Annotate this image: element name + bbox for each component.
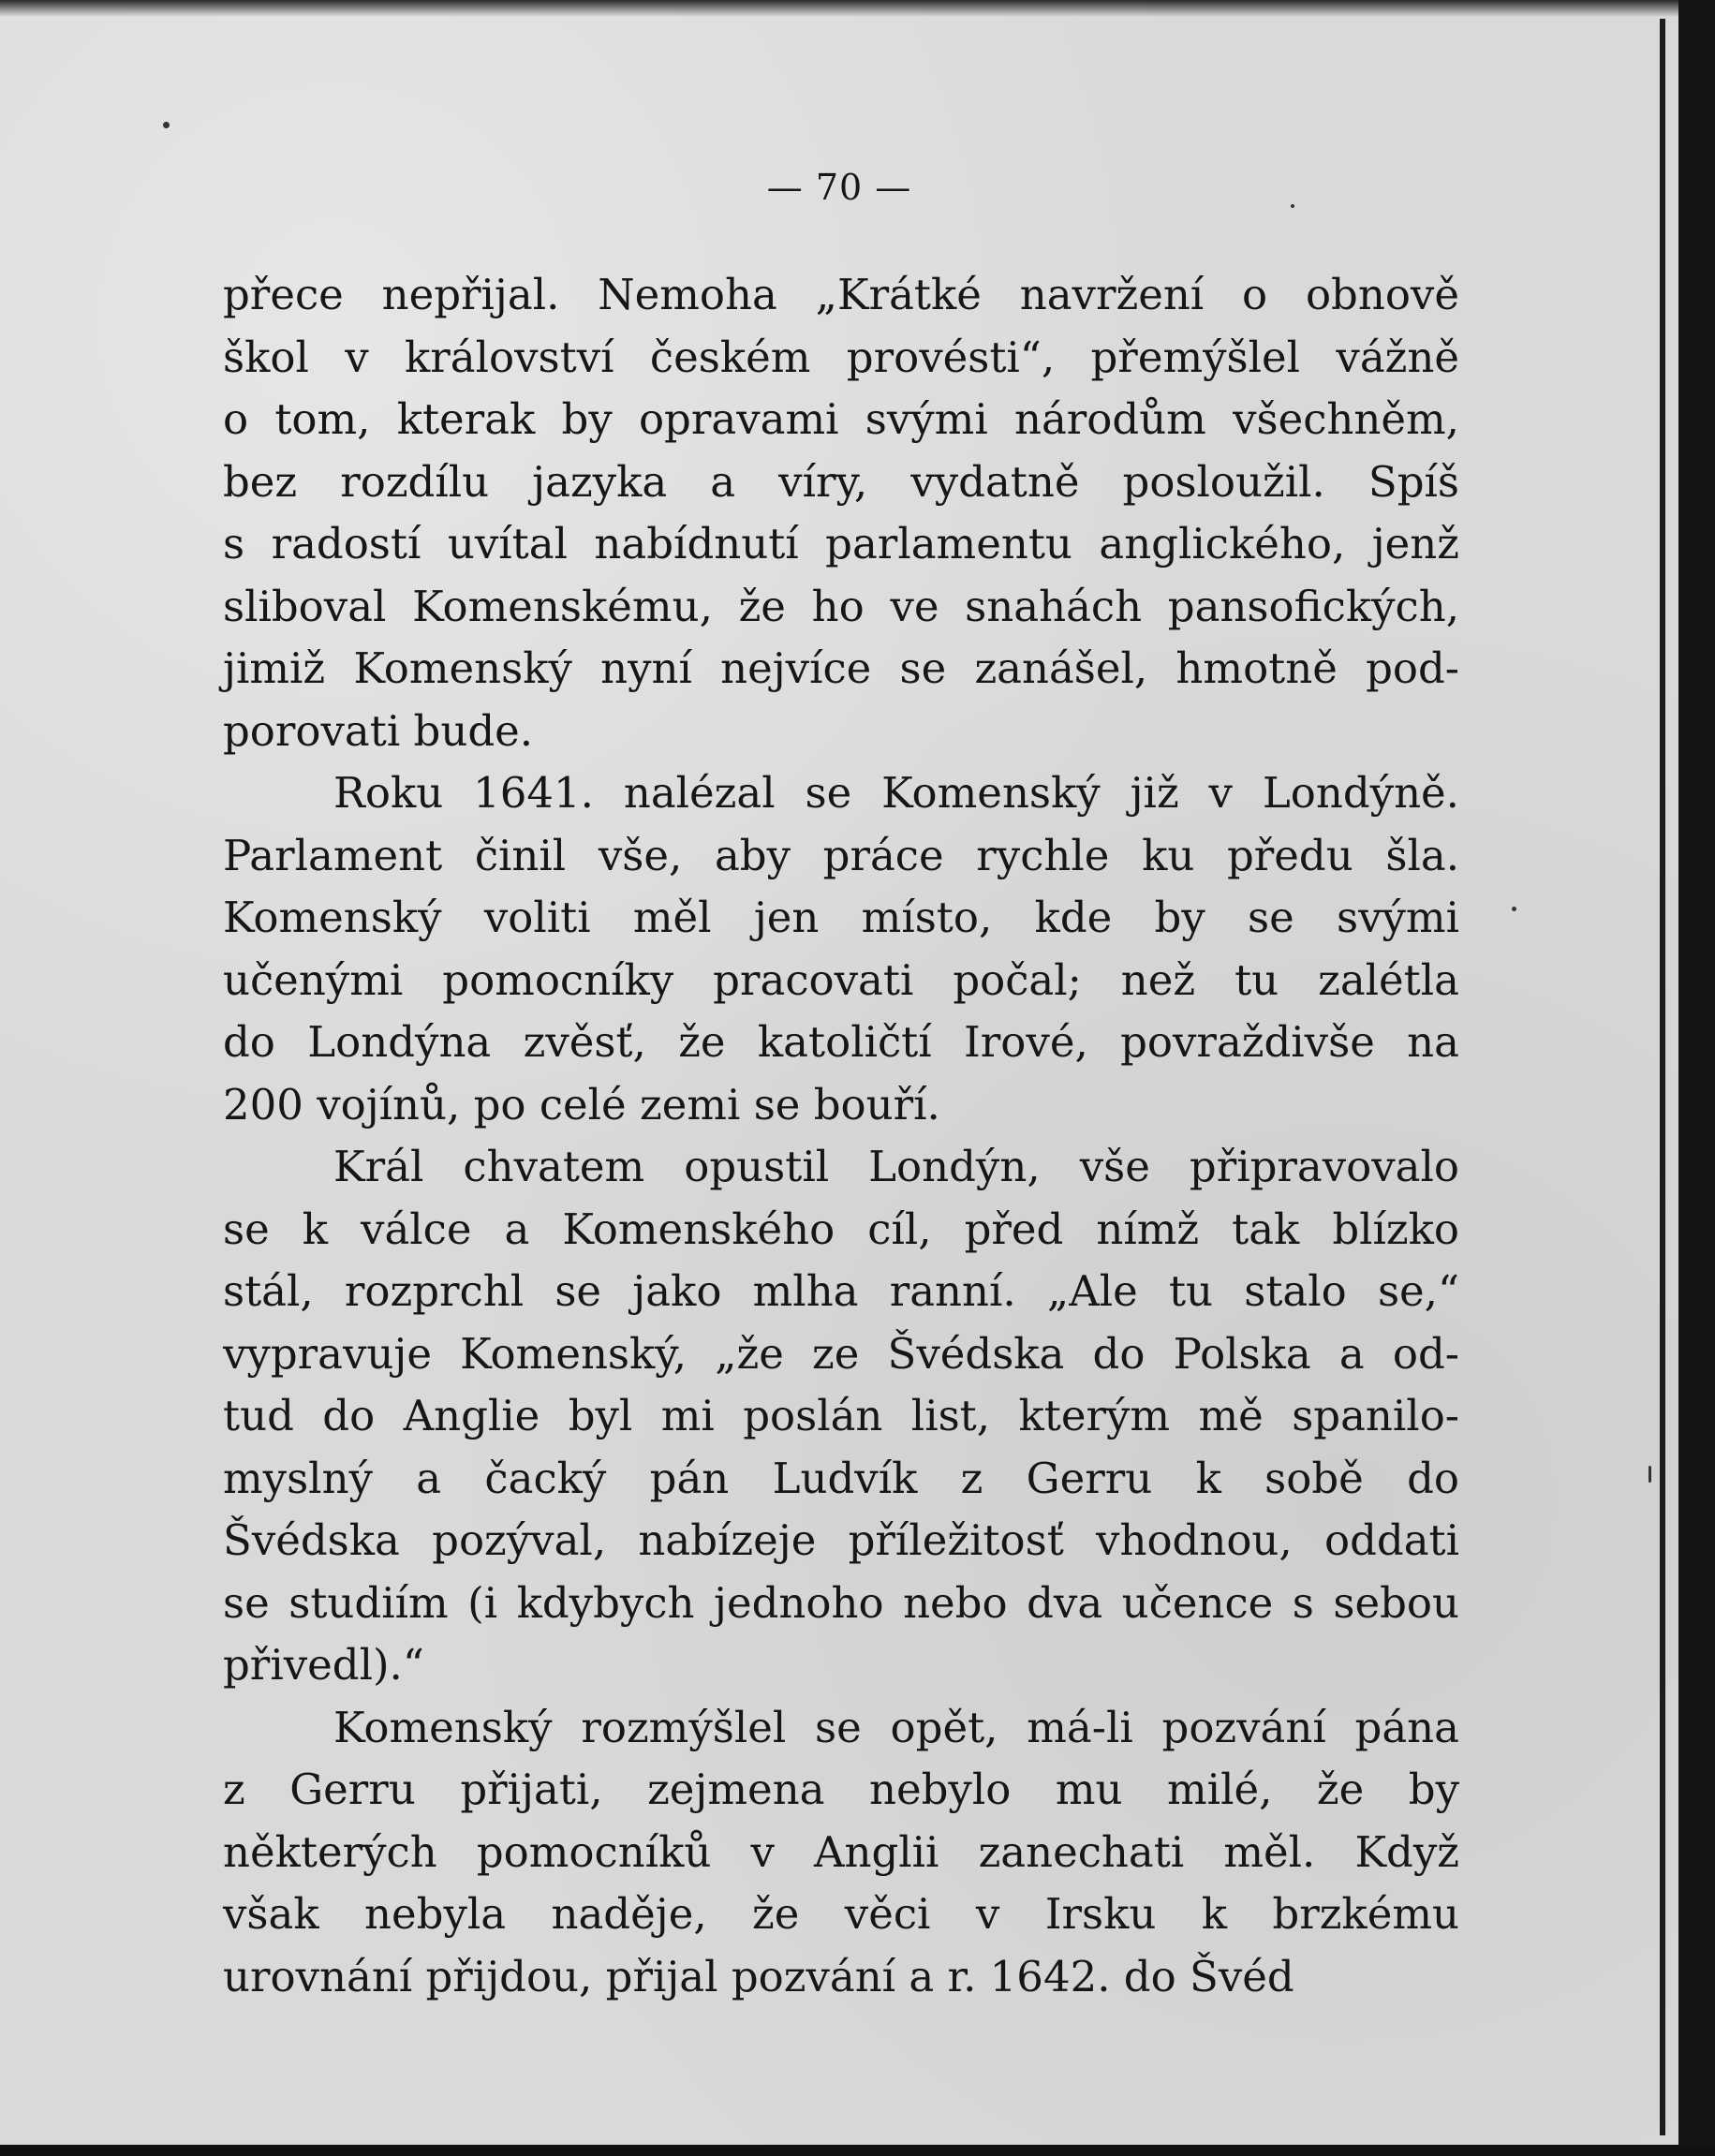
page-right-rule <box>1660 19 1665 2135</box>
paragraph <box>223 1136 1459 1697</box>
body-text <box>223 264 1459 2008</box>
text-line: Komenský rozmýšlel se opět, má-li pozvání pána <box>333 1702 1459 1752</box>
text-line: myslný a čacký pán Ludvík z Gerru k sobě do <box>223 1453 1459 1503</box>
paragraph <box>223 1697 1459 2009</box>
text-line: Roku 1641. nalézal se Komenský již v Londýně. <box>333 768 1459 818</box>
text-line: z Gerru přijati, zejmena nebylo mu milé, že by <box>223 1765 1459 1814</box>
text-line: urovnání přijdou, přijal pozvání a r. 1642. do Švéd <box>223 1951 1294 2001</box>
text-line: Parlament činil vše, aby práce rychle ku předu šla. <box>223 830 1459 880</box>
text-line: vypravuje Komenský, „že ze Švédska do Polska a od- <box>223 1328 1459 1379</box>
text-line: bez rozdílu jazyka a víry, vydatně posloužil. Spíš <box>223 456 1459 507</box>
text-line: tud do Anglie byl mi poslán list, kterým mě spanilo- <box>223 1391 1459 1440</box>
text-line: Král chvatem opustil Londýn, vše připravovalo <box>333 1142 1459 1191</box>
dust-speck <box>163 122 170 128</box>
scan-border-right <box>1678 0 1715 2156</box>
text-line: učenými pomocníky pracovati počal; než tu zalétla <box>223 954 1459 1005</box>
text-line: Komenský voliti měl jen místo, kde by se svými <box>223 893 1459 942</box>
text-line: se studiím (i kdybych jednoho nebo dva učence s sebou <box>223 1577 1459 1628</box>
text-line: některých pomocníků v Anglii zanechati měl. Když <box>223 1826 1459 1877</box>
text-line: do Londýna zvěsť, že katoličtí Irové, povraždivše na <box>223 1017 1459 1067</box>
text-line: sliboval Komenskému, že ho ve snahách pansofických, <box>223 581 1459 631</box>
paragraph <box>223 762 1459 1136</box>
dust-speck <box>1648 1466 1651 1483</box>
text-line: o tom, kterak by opravami svými národům všechněm, <box>223 394 1459 444</box>
text-line: se k válce a Komenského cíl, před nímž tak blízko <box>223 1204 1459 1254</box>
text-line: však nebyla naděje, že věci v Irsku k brzkému <box>223 1889 1459 1939</box>
text-line: přece nepřijal. Nemoha „Krátké navržení o obnově <box>223 270 1459 319</box>
text-line: jimiž Komenský nyní nejvíce se zanášel, hmotně pod- <box>223 643 1459 693</box>
text-line: 200 vojínů, po celé zemi se bouří. <box>223 1079 940 1130</box>
text-line: s radostí uvítal nabídnutí parlamentu anglického, jenž <box>223 519 1459 569</box>
text-line: porovati bude. <box>223 705 534 756</box>
text-line: přivedl).“ <box>223 1640 424 1690</box>
text-line: Švédska pozýval, nabízeje příležitosť vhodnou, oddati <box>223 1515 1459 1565</box>
text-line: škol v království českém provésti“, přemýšlel vážně <box>223 332 1459 382</box>
page-top-shadow <box>0 0 1678 17</box>
text-line: stál, rozprchl se jako mlha ranní. „Ale tu stalo se,“ <box>223 1266 1459 1316</box>
paragraph <box>223 264 1459 762</box>
dust-speck <box>1512 907 1516 911</box>
page-number: — 70 — <box>766 167 912 208</box>
scan-border-bottom <box>0 2145 1715 2156</box>
